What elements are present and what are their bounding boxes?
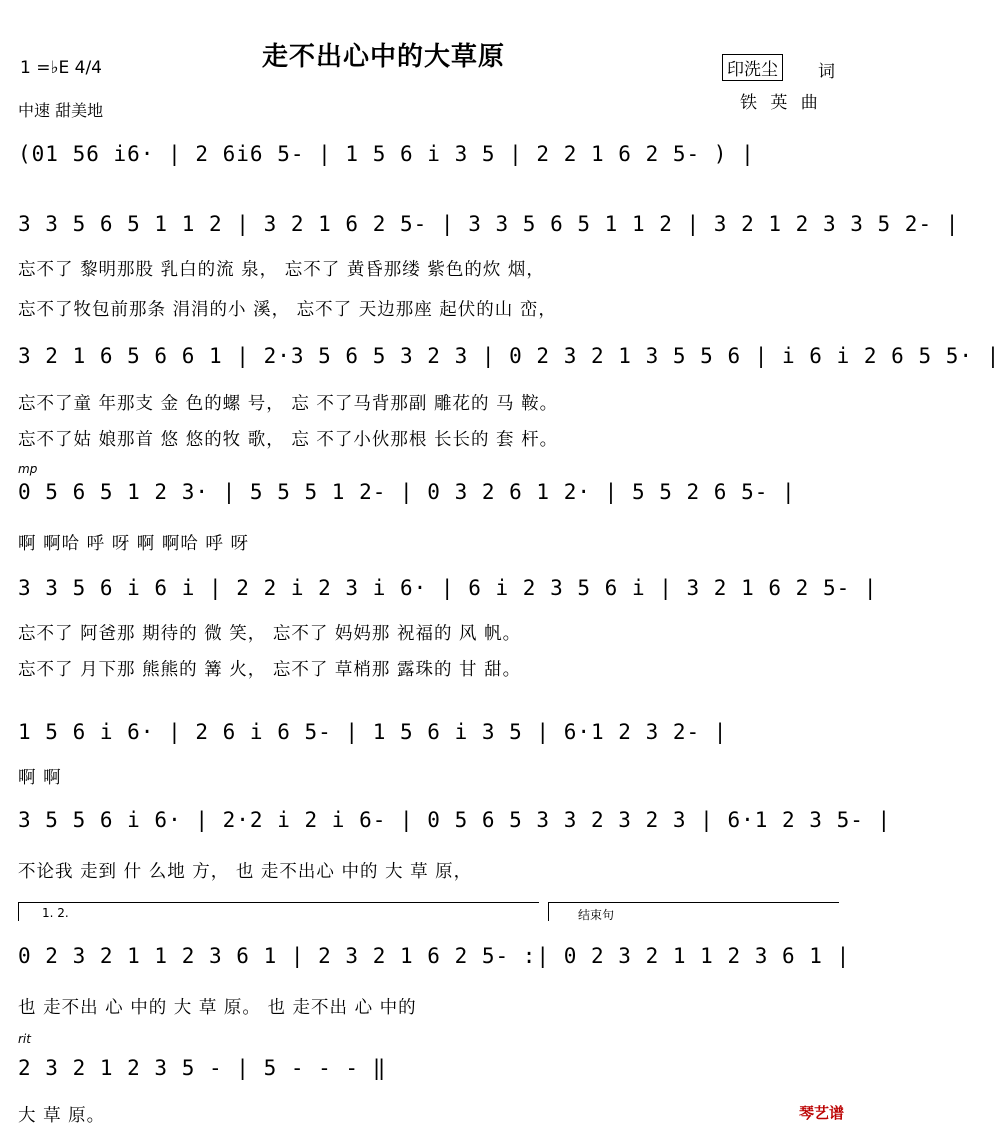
lyric-line-9: 大 草 原。 — [18, 1106, 106, 1126]
lyric-line-2a: 忘不了 黎明那股 乳白的流 泉， 忘不了 黄昏那缕 紫色的炊 烟， — [18, 260, 545, 280]
key-signature: 1 =♭E 4/4 — [20, 58, 102, 78]
lyric-line-2b: 忘不了牧包前那条 涓涓的小 溪， 忘不了 天边那座 起伏的山 峦， — [18, 300, 557, 320]
score-line-4: 0 5 6 5 1 2 3· | 5 5 5 1 2- | 0 3 2 6 1 2· | 5 5 2 6 5- | — [18, 480, 796, 504]
volta-bracket-1 — [18, 902, 539, 921]
composer-credit: 铁 英 曲 — [740, 93, 822, 113]
score-line-3: 3 2 1 6 5 6 6 1 | 2·3 5 6 5 3 2 3 | 0 2 3 2 1 3 5 5 6 | i 6 i 2 6 5 5· | — [18, 344, 1000, 368]
score-line-1: (01 56 i6· | 2 6i6 5- | 1 5 6 i 3 5 | 2 2 1 6 2 5- ) | — [18, 142, 755, 166]
lyric-line-8: 也 走不出 心 中的 大 草 原。 也 走不出 心 中的 — [18, 998, 417, 1018]
lyric-line-5a: 忘不了 阿爸那 期待的 微 笑， 忘不了 妈妈那 祝福的 风 帆。 — [18, 624, 522, 644]
lyric-line-6: 啊 啊 — [18, 768, 62, 788]
score-line-2: 3 3 5 6 5 1 1 2 | 3 2 1 6 2 5- | 3 3 5 6 5 1 1 2 | 3 2 1 2 3 3 5 2- | — [18, 212, 960, 236]
volta-first-ending: 1. 2. — [42, 906, 69, 920]
dynamic-mp: mp — [18, 462, 38, 476]
lyric-line-5b: 忘不了 月下那 熊熊的 篝 火， 忘不了 草梢那 露珠的 甘 甜。 — [18, 660, 522, 680]
lyric-line-7: 不论我 走到 什 么地 方， 也 走不出心 中的 大 草 原， — [18, 862, 473, 882]
lyricist-name: 印洗尘 — [722, 54, 783, 81]
lyric-line-3a: 忘不了童 年那支 金 色的螺 号， 忘 不了马背那副 雕花的 马 鞍。 — [18, 394, 559, 414]
tempo-rit: rit — [18, 1032, 31, 1046]
song-title: 走不出心中的大草原 — [262, 42, 506, 72]
watermark-logo: 琴艺谱 — [798, 1104, 844, 1122]
score-line-5: 3 3 5 6 i 6 i | 2 2 i 2 3 i 6· | 6 i 2 3 5 6 i | 3 2 1 6 2 5- | — [18, 576, 878, 600]
score-line-8: 0 2 3 2 1 1 2 3 6 1 | 2 3 2 1 6 2 5- :| 0 2 3 2 1 1 2 3 6 1 | — [18, 944, 851, 968]
score-line-9: 2 3 2 1 2 3 5 - | 5 - - - ‖ — [18, 1056, 387, 1080]
lyric-line-4: 啊 啊哈 呼 呀 啊 啊哈 呼 呀 — [18, 534, 249, 554]
score-line-6: 1 5 6 i 6· | 2 6 i 6 5- | 1 5 6 i 3 5 | 6·1 2 3 2- | — [18, 720, 728, 744]
volta-ending-phrase: 结束句 — [578, 908, 615, 922]
score-line-7: 3 5 5 6 i 6· | 2·2 i 2 i 6- | 0 5 6 5 3 3 2 3 2 3 | 6·1 2 3 5- | — [18, 808, 892, 832]
lyricist-role: 词 — [818, 62, 835, 82]
lyric-line-3b: 忘不了姑 娘那首 悠 悠的牧 歌， 忘 不了小伙那根 长长的 套 杆。 — [18, 430, 559, 450]
tempo-marking: 中速 甜美地 — [18, 101, 104, 120]
volta-bracket-2 — [548, 902, 839, 921]
